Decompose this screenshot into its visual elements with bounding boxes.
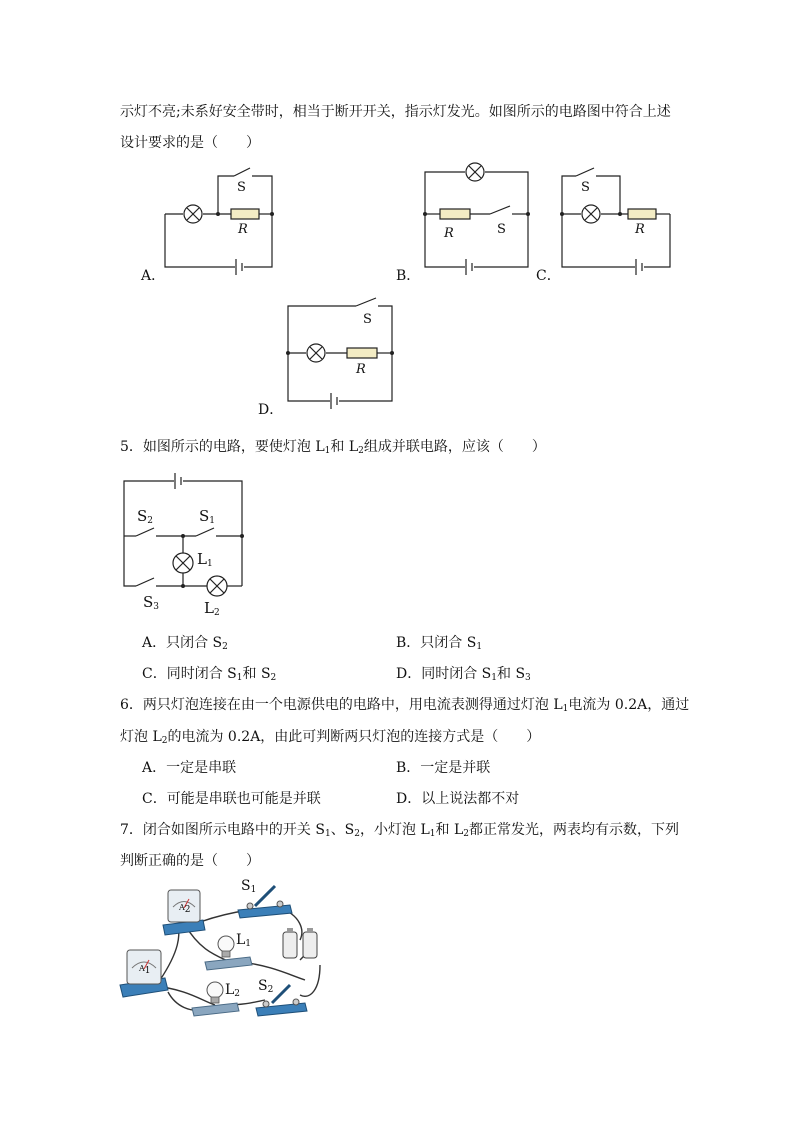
q6-line-1: 6．两只灯泡连接在由一个电源供电的电路中，用电流表测得通过灯泡 $L_1$电流为 0.2A，通过 bbox=[120, 697, 690, 714]
q7-line-2: 判断正确的是（ ） bbox=[120, 853, 260, 869]
q6-line-2: 灯泡 $L_2$的电流为 0.2A，由此可判断两只灯泡的连接方式是（ ） bbox=[120, 729, 541, 746]
q4-option-b: B． bbox=[396, 268, 421, 284]
q4-option-c: C． bbox=[536, 268, 561, 284]
q4-c-switch-label: S bbox=[581, 180, 590, 195]
q5-label-l1: $L_1$ bbox=[197, 550, 213, 569]
q5-option-d: D．同时闭合 $S_1$和 $S_3$ bbox=[396, 666, 531, 683]
q4-line-1: 示灯不亮;未系好安全带时，相当于断开开关，指示灯发光。如图所示的电路图中符合上述 bbox=[120, 104, 671, 120]
q5-label-s2: $S_2$ bbox=[137, 507, 154, 526]
q5-label-s3: $S_3$ bbox=[143, 593, 160, 612]
q6-option-d: D．以上说法都不对 bbox=[396, 791, 520, 807]
q7-line-1: 7．闭合如图所示电路中的开关 $S_1$、$S_2$，小灯泡 $L_1$和 $L_2$都正常发光，两表均有示数，下列 bbox=[120, 822, 679, 839]
q6-option-b: B．一定是并联 bbox=[396, 760, 491, 776]
q4-option-a: A． bbox=[141, 268, 166, 284]
q4-b-resistor-label: R bbox=[444, 226, 454, 241]
q4-b-switch-label: S bbox=[497, 222, 506, 237]
q5-option-b: B．只闭合 $S_1$ bbox=[396, 635, 483, 652]
q6-option-c: C．可能是串联也可能是并联 bbox=[142, 791, 321, 807]
q7-meter-a1-face: $A_1$ bbox=[139, 964, 151, 976]
q5-label-l2: $L_2$ bbox=[204, 599, 220, 618]
q4-option-d: D． bbox=[258, 402, 284, 418]
q4-a-switch-label: S bbox=[237, 180, 246, 195]
q4-d-switch-label: S bbox=[363, 312, 372, 327]
q7-meter-a2-face: $A_2$ bbox=[179, 903, 191, 915]
q5-option-a: A．只闭合 $S_2$ bbox=[142, 635, 228, 652]
q4-a-resistor-label: R bbox=[238, 222, 248, 237]
q7-label-s2: $S_2$ bbox=[258, 978, 274, 995]
q4-line-2: 设计要求的是（ ） bbox=[120, 135, 260, 151]
q5-stem: 5．如图所示的电路，要使灯泡 $L_1$和 $L_2$组成并联电路，应该（ ） bbox=[120, 439, 546, 456]
q5-label-s1: $S_1$ bbox=[199, 507, 216, 526]
q4-c-resistor-label: R bbox=[635, 222, 645, 237]
q7-label-l1: $L_1$ bbox=[236, 932, 252, 949]
q7-label-s1: $S_1$ bbox=[241, 878, 257, 895]
battery-pair bbox=[283, 928, 317, 958]
q5-option-c: C．同时闭合 $S_1$和 $S_2$ bbox=[142, 666, 277, 683]
q7-label-l2: $L_2$ bbox=[225, 982, 241, 999]
q6-option-a: A．一定是串联 bbox=[142, 760, 237, 776]
q4-d-resistor-label: R bbox=[356, 362, 366, 377]
